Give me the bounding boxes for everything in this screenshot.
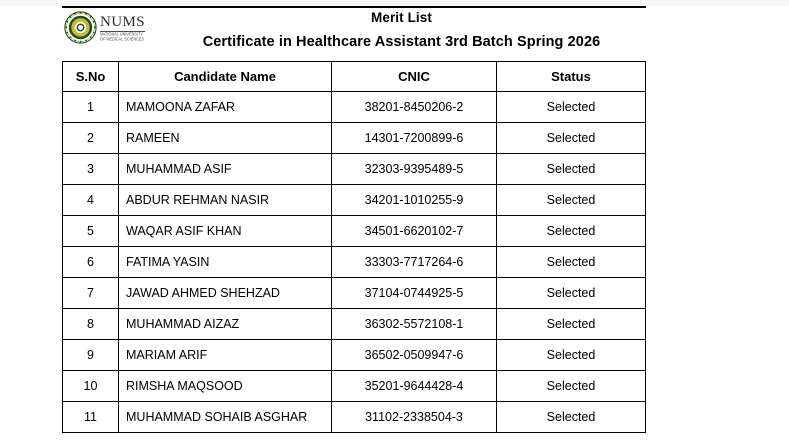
- table-row: [63, 216, 646, 247]
- cell-status: Selected: [497, 92, 646, 123]
- cell-candidate-name: RAMEEN: [119, 123, 332, 154]
- cell-sno: 2: [63, 123, 119, 154]
- cell-candidate-name: MUHAMMAD SOHAIB ASGHAR: [119, 402, 332, 433]
- cell-cnic: 33303-7717264-6: [332, 247, 497, 278]
- cell-candidate-name: MARIAM ARIF: [119, 340, 332, 371]
- cell-status: Selected: [497, 278, 646, 309]
- cell-cnic: 14301-7200899-6: [332, 123, 497, 154]
- cell-status: Selected: [497, 247, 646, 278]
- merit-list-table: [62, 61, 646, 433]
- cell-status: Selected: [497, 309, 646, 340]
- cell-sno: 1: [63, 92, 119, 123]
- cell-status: Selected: [497, 185, 646, 216]
- cell-cnic: 35201-9644428-4: [332, 371, 497, 402]
- cell-sno: 7: [63, 278, 119, 309]
- cell-sno: 3: [63, 154, 119, 185]
- cell-candidate-name: WAQAR ASIF KHAN: [119, 216, 332, 247]
- cell-cnic: 36502-0509947-6: [332, 340, 497, 371]
- cell-status: Selected: [497, 216, 646, 247]
- table-row: [63, 247, 646, 278]
- nums-subtitle-line2: OF MEDICAL SCIENCES: [100, 36, 145, 42]
- cell-cnic: 36302-5572108-1: [332, 309, 497, 340]
- table-row: [63, 92, 646, 123]
- nums-logo: [64, 11, 145, 44]
- cell-candidate-name: MUHAMMAD ASIF: [119, 154, 332, 185]
- nums-wordmark: [100, 14, 145, 42]
- cell-sno: 11: [63, 402, 119, 433]
- table-row: [63, 402, 646, 433]
- cell-sno: 6: [63, 247, 119, 278]
- nums-seal-icon: [64, 11, 97, 44]
- document-header: [62, 6, 646, 61]
- cell-candidate-name: ABDUR REHMAN NASIR: [119, 185, 332, 216]
- cell-cnic: 37104-0744925-5: [332, 278, 497, 309]
- cell-candidate-name: FATIMA YASIN: [119, 247, 332, 278]
- table-row: [63, 185, 646, 216]
- cell-sno: 10: [63, 371, 119, 402]
- cell-cnic: 34501-6620102-7: [332, 216, 497, 247]
- column-header-name: Candidate Name: [119, 62, 332, 92]
- cell-sno: 9: [63, 340, 119, 371]
- table-body: [63, 92, 646, 433]
- cell-candidate-name: RIMSHA MAQSOOD: [119, 371, 332, 402]
- table-row: [63, 340, 646, 371]
- column-header-cnic: CNIC: [332, 62, 497, 92]
- cell-cnic: 32303-9395489-5: [332, 154, 497, 185]
- table-row: [63, 123, 646, 154]
- table-row: [63, 371, 646, 402]
- cell-candidate-name: JAWAD AHMED SHEHZAD: [119, 278, 332, 309]
- page-title: Merit List: [370, 10, 432, 25]
- cell-cnic: 34201-1010255-9: [332, 185, 497, 216]
- cell-cnic: 31102-2338504-3: [332, 402, 497, 433]
- cell-sno: 5: [63, 216, 119, 247]
- merit-list-sheet: [62, 6, 646, 433]
- nums-subtitle-line1: NATIONAL UNIVERSITY: [100, 31, 143, 37]
- table-row: [63, 309, 646, 340]
- cell-cnic: 38201-8450206-2: [332, 92, 497, 123]
- cell-status: Selected: [497, 402, 646, 433]
- cell-sno: 4: [63, 185, 119, 216]
- cell-candidate-name: MUHAMMAD AIZAZ: [119, 309, 332, 340]
- table-header: [63, 62, 646, 92]
- cell-status: Selected: [497, 154, 646, 185]
- page-subtitle: Certificate in Healthcare Assistant 3rd Batch Spring 2026: [202, 34, 601, 50]
- cell-status: Selected: [497, 340, 646, 371]
- column-header-sno: S.No: [63, 62, 119, 92]
- table-row: [63, 278, 646, 309]
- document-titles: [157, 10, 646, 51]
- cell-candidate-name: MAMOONA ZAFAR: [119, 92, 332, 123]
- nums-wordmark-text: NUMS: [100, 13, 145, 30]
- column-header-status: Status: [497, 62, 646, 92]
- cell-status: Selected: [497, 371, 646, 402]
- cell-sno: 8: [63, 309, 119, 340]
- table-row: [63, 154, 646, 185]
- table-header-row: [63, 62, 646, 92]
- cell-status: Selected: [497, 123, 646, 154]
